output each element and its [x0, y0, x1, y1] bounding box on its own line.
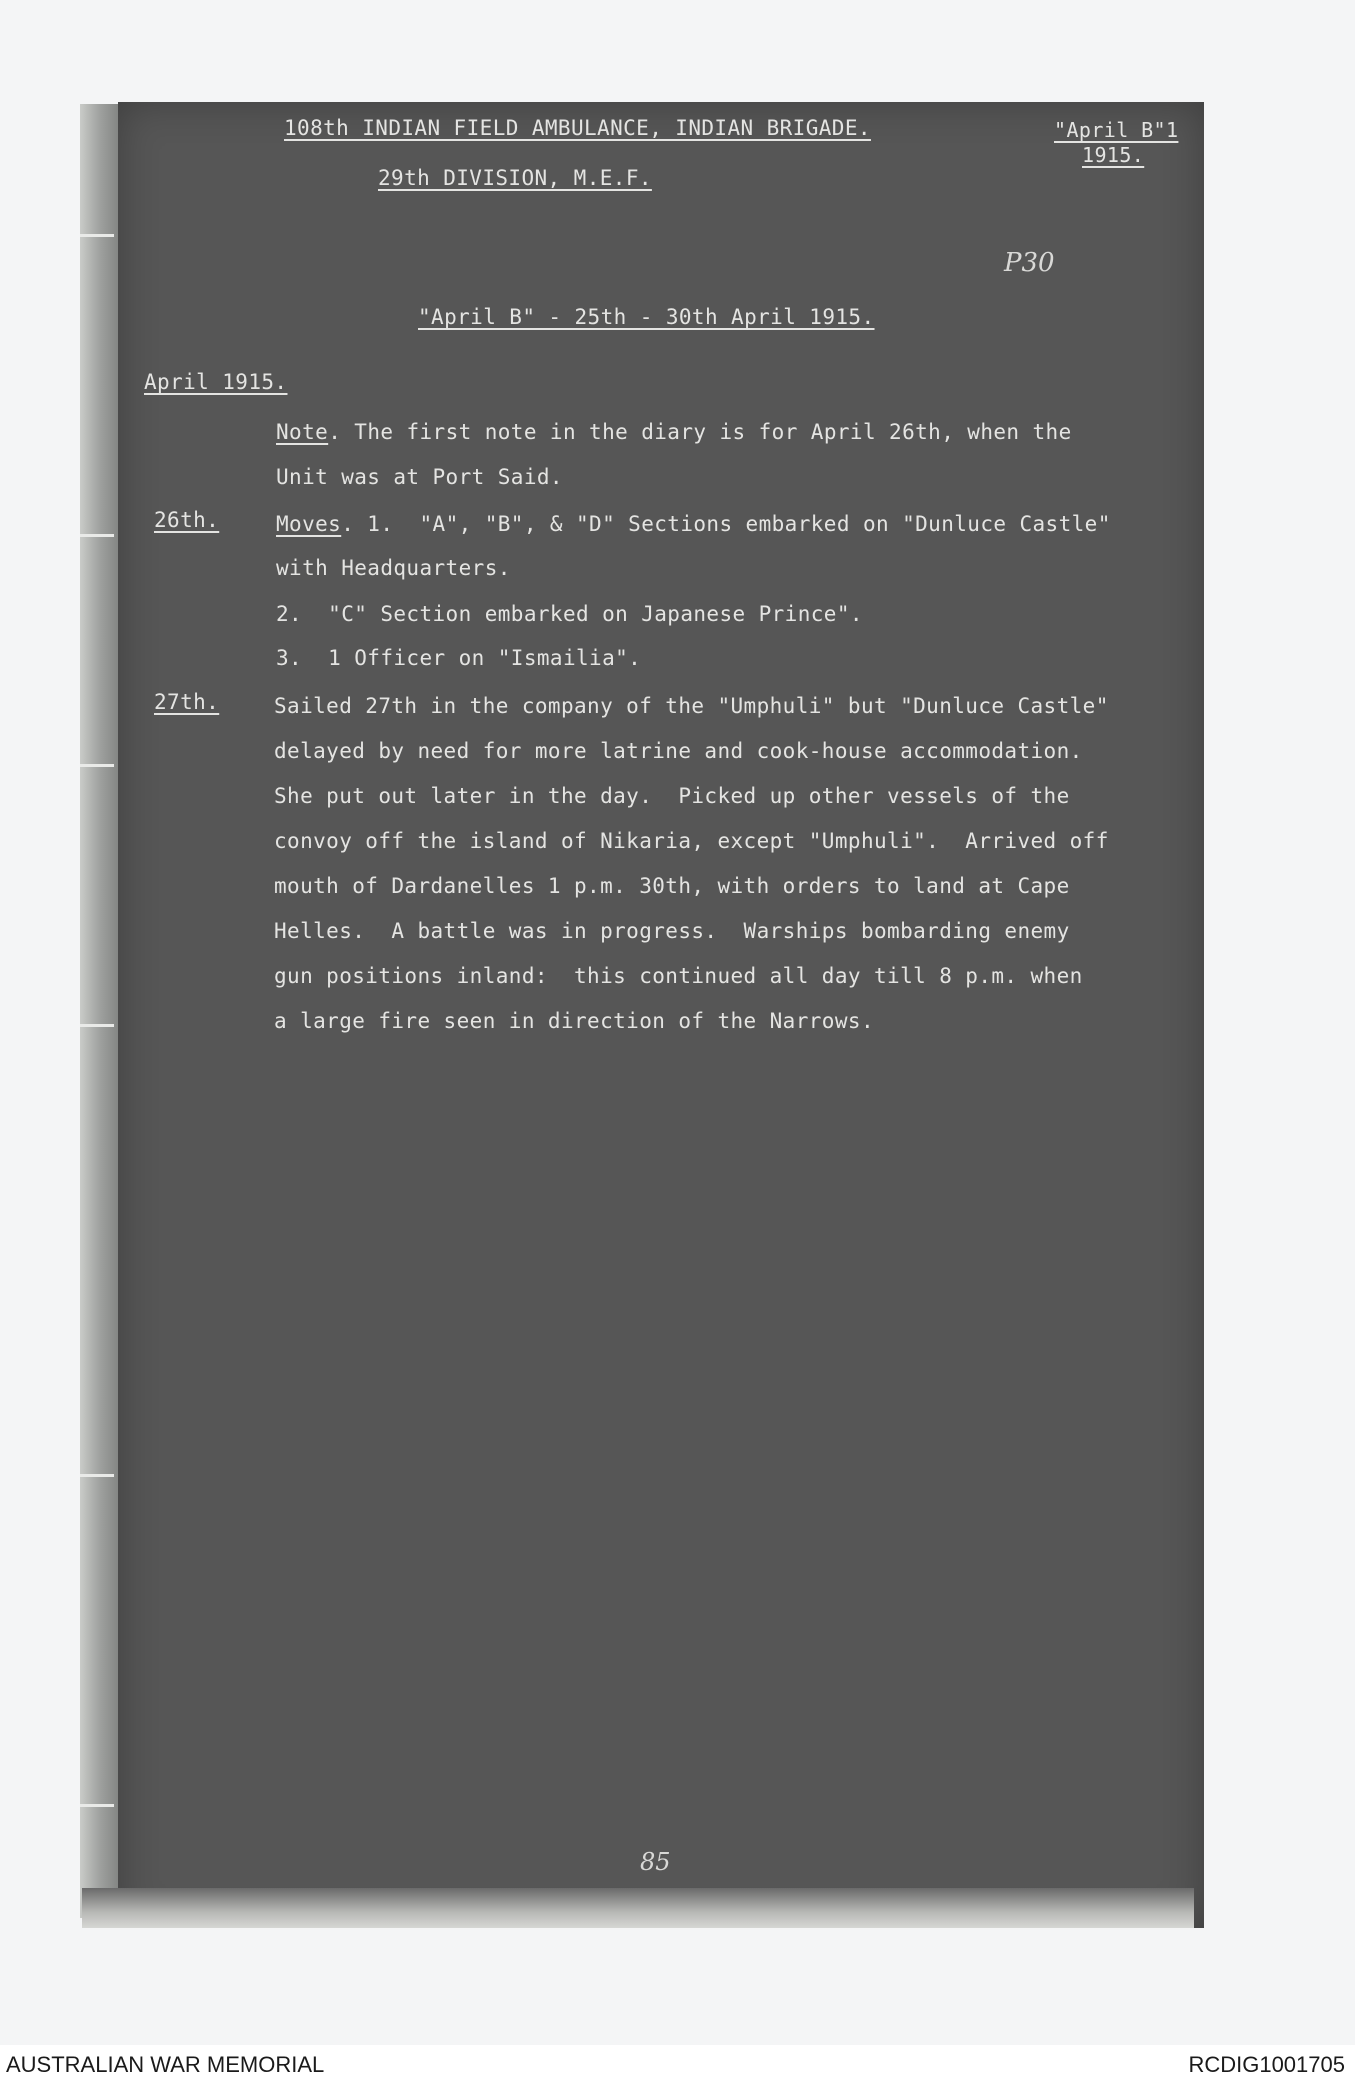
paragraph-line: She put out later in the day. Picked up other vessels of the: [274, 784, 1070, 808]
paragraph-line: gun positions inland: this continued all day till 8 p.m. when: [274, 964, 1083, 988]
paragraph-line: mouth of Dardanelles 1 p.m. 30th, with orders to land at Cape: [274, 874, 1070, 898]
document-title: "April B" - 25th - 30th April 1915.: [418, 305, 875, 329]
month-heading: April 1915.: [144, 370, 288, 394]
date-26th: 26th.: [154, 508, 220, 532]
paragraph-line: Sailed 27th in the company of the "Umphuli" but "Dunluce Castle": [274, 694, 1109, 718]
handwritten-folio: P30: [1004, 248, 1055, 278]
note-label: Note: [276, 420, 329, 444]
reference-line-2: 1915.: [1082, 143, 1145, 167]
moves-item-3: 3. 1 Officer on "Ismailia".: [276, 646, 642, 670]
reference-line-1: "April B"1: [1054, 118, 1179, 142]
footer-record-id: RCDIG1001705: [1188, 2052, 1345, 2077]
date-27th: 27th.: [154, 690, 220, 714]
paragraph-line: delayed by need for more latrine and cook-house accommodation.: [274, 739, 1083, 763]
moves-line-1: Moves. 1. "A", "B", & "D" Sections embarked on "Dunluce Castle": [276, 512, 1111, 536]
paragraph-line: convoy off the island of Nikaria, except "Umphuli". Arrived off: [274, 829, 1109, 853]
division-header: 29th DIVISION, M.E.F.: [378, 166, 652, 190]
moves-item-2: 2. "C" Section embarked on Japanese Prince".: [276, 602, 863, 626]
moves-line-2: with Headquarters.: [276, 556, 511, 580]
note-line-2: Unit was at Port Said.: [276, 465, 563, 489]
paragraph-line: a large fire seen in direction of the Narrows.: [274, 1009, 874, 1033]
handwritten-page-mark: 85: [640, 1848, 671, 1876]
unit-header: 108th INDIAN FIELD AMBULANCE, INDIAN BRIGADE.: [284, 116, 871, 140]
sheet-bottom-edge: [82, 1888, 1194, 1928]
paragraph-line: Helles. A battle was in progress. Warships bombarding enemy: [274, 919, 1070, 943]
moves-label: Moves: [276, 512, 342, 536]
footer-institution: AUSTRALIAN WAR MEMORIAL: [6, 2052, 325, 2077]
note-line-1: Note. The first note in the diary is for April 26th, when the: [276, 420, 1072, 444]
